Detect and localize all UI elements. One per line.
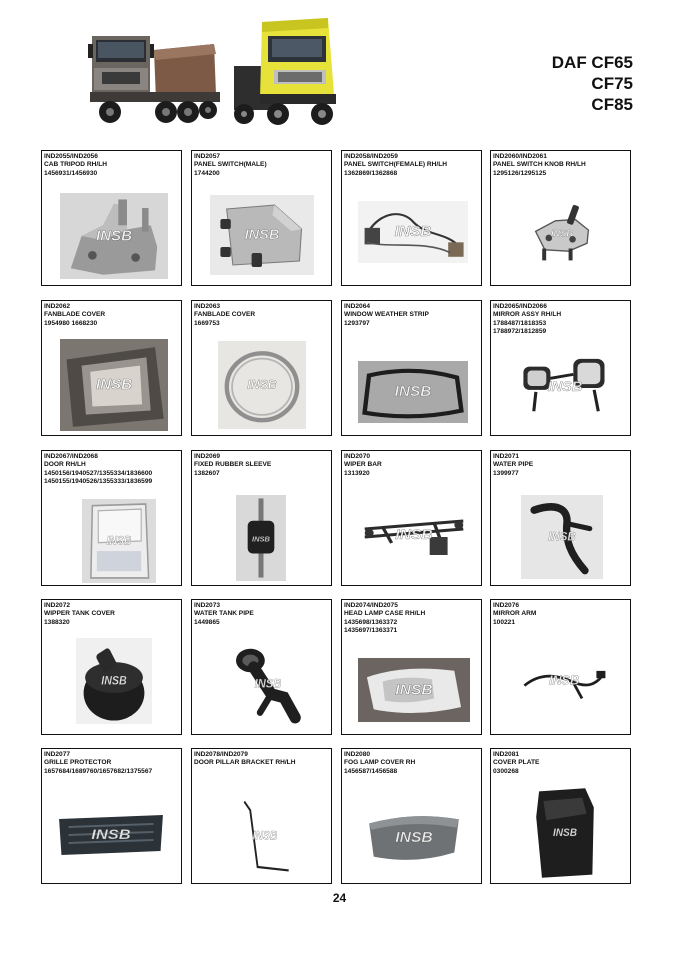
part-reference-number: 1657684/1689760/1657682/1375567: [44, 767, 153, 775]
part-info: [44, 751, 179, 776]
part-reference-number: 1456931/1456930: [44, 169, 98, 177]
head-lamp-case-image: [358, 658, 470, 722]
part-info: [44, 453, 179, 486]
svg-text:INSB: INSB: [95, 227, 133, 245]
cab-tripod-image: [60, 193, 168, 279]
part-info: [344, 153, 479, 178]
part-card: [41, 300, 182, 436]
part-name: PANEL SWITCH(FEMALE) RH/LH: [344, 161, 448, 169]
part-card: [341, 748, 482, 884]
svg-text:INSB: INSB: [394, 223, 432, 241]
part-name: WINDOW WEATHER STRIP: [344, 311, 429, 319]
weather-strip-image: [358, 361, 468, 423]
part-reference-number: 1669753: [194, 319, 220, 327]
svg-text:INSB: INSB: [395, 527, 433, 543]
part-code: IND2070: [344, 453, 371, 460]
svg-text:INSB: INSB: [252, 534, 270, 544]
part-code: IND2069: [194, 453, 221, 460]
part-info: [344, 303, 479, 328]
door-image: [82, 499, 156, 583]
part-name: PANEL SWITCH KNOB RH/LH: [493, 161, 586, 169]
grille-protector-image: [52, 811, 170, 859]
part-name: CAB TRIPOD RH/LH: [44, 161, 108, 169]
part-info: [493, 153, 628, 178]
part-reference-number: 1399977: [493, 469, 519, 477]
svg-text:INSB: INSB: [101, 674, 127, 688]
water-tank-pipe-image: [228, 642, 308, 726]
rubber-sleeve-image: [236, 495, 286, 581]
water-pipe-image: [521, 495, 603, 579]
panel-switch-knob-image: [529, 201, 595, 267]
model-title-line: DAF CF65: [551, 53, 633, 72]
part-card: [341, 300, 482, 436]
part-name: PANEL SWITCH(MALE): [194, 161, 267, 169]
part-info: [344, 453, 479, 478]
part-code: IND2055/IND2056: [44, 153, 98, 160]
svg-text:INSB: INSB: [95, 377, 133, 393]
svg-text:INSB: INSB: [394, 383, 432, 401]
svg-text:INSB: INSB: [395, 681, 433, 699]
part-info: [493, 303, 628, 336]
part-code: IND2060/IND2061: [493, 153, 547, 160]
part-code: IND2073: [194, 602, 221, 609]
part-reference-number: 1744200: [194, 169, 220, 177]
part-code: IND2074/IND2075: [344, 602, 398, 609]
part-reference-number: 1788487/1818353: [493, 319, 547, 327]
header-truck-photos: [84, 14, 340, 136]
svg-text:INSB: INSB: [548, 530, 576, 544]
part-info: [344, 602, 479, 635]
part-info: [44, 153, 179, 178]
yellow-tractor-truck-photo: [234, 18, 336, 125]
part-code: IND2064: [344, 303, 371, 310]
svg-text:INSB: INSB: [547, 378, 583, 394]
dump-truck-photo: [88, 36, 220, 123]
panel-switch-female-image: [358, 201, 468, 263]
part-code: IND2058/IND2059: [344, 153, 398, 160]
part-info: [194, 751, 329, 768]
part-name: HEAD LAMP CASE RH/LH: [344, 610, 426, 618]
part-card: [191, 450, 332, 586]
part-name: MIRROR ASSY RH/LH: [493, 311, 562, 319]
svg-text:INSB: INSB: [244, 227, 280, 243]
part-info: [344, 751, 479, 776]
svg-text:INSB: INSB: [254, 678, 282, 691]
part-name: WATER TANK PIPE: [194, 610, 254, 618]
part-reference-number: 1450155/1940526/1355333/1836599: [44, 477, 153, 485]
part-info: [44, 602, 179, 627]
svg-text:INSB: INSB: [548, 672, 580, 688]
fanblade-ring-image: [218, 341, 306, 429]
part-name: FANBLADE COVER: [44, 311, 106, 319]
fanblade-cover-image: [60, 339, 168, 431]
svg-text:INSB: INSB: [252, 829, 278, 843]
part-card: [490, 150, 631, 286]
part-code: IND2057: [194, 153, 221, 160]
part-code: IND2063: [194, 303, 221, 310]
part-reference-number: 1435697/1363371: [344, 626, 398, 634]
model-title: [552, 52, 633, 115]
part-card: [41, 748, 182, 884]
svg-text:INSB: INSB: [552, 826, 578, 840]
part-reference-number: 1293797: [344, 319, 370, 327]
fog-lamp-cover-image: [358, 807, 470, 869]
part-card: [41, 450, 182, 586]
part-name: COVER PLATE: [493, 759, 540, 767]
part-name: WATER PIPE: [493, 461, 534, 469]
part-reference-number: 1456587/1456588: [344, 767, 398, 775]
part-reference-number: 1954980 1668230: [44, 319, 98, 327]
mirror-assy-image: [513, 353, 617, 421]
part-reference-number: 1788972/1812859: [493, 327, 547, 335]
part-card: [41, 599, 182, 735]
part-name: FANBLADE COVER: [194, 311, 256, 319]
part-card: [191, 748, 332, 884]
part-card: [341, 599, 482, 735]
wiper-bar-image: [358, 507, 470, 563]
part-card: [341, 450, 482, 586]
part-card: [490, 599, 631, 735]
part-info: [194, 303, 329, 328]
part-code: IND2062: [44, 303, 71, 310]
part-code: IND2067/IND2068: [44, 453, 98, 460]
door-pillar-bracket-image: [228, 793, 302, 879]
part-card: [341, 150, 482, 286]
part-reference-number: 1313920: [344, 469, 370, 477]
part-name: FIXED RUBBER SLEEVE: [194, 461, 272, 469]
svg-text:INSB: INSB: [91, 827, 131, 843]
part-card: [191, 150, 332, 286]
part-name: WIPPER TANK COVER: [44, 610, 115, 618]
part-reference-number: 1382607: [194, 469, 220, 477]
part-info: [44, 303, 179, 328]
part-code: IND2076: [493, 602, 520, 609]
part-code: IND2081: [493, 751, 520, 758]
part-info: [194, 602, 329, 627]
svg-text:INSB: INSB: [395, 829, 433, 846]
part-code: IND2077: [44, 751, 71, 758]
part-code: IND2072: [44, 602, 71, 609]
panel-switch-male-image: [210, 195, 314, 275]
part-name: DOOR RH/LH: [44, 461, 86, 469]
part-card: [191, 300, 332, 436]
part-name: DOOR PILLAR BRACKET RH/LH: [194, 759, 296, 767]
part-code: IND2080: [344, 751, 371, 758]
wiper-tank-cover-image: [76, 638, 152, 724]
part-code: IND2065/IND2066: [493, 303, 547, 310]
part-name: FOG LAMP COVER RH: [344, 759, 416, 767]
cover-plate-image: [529, 785, 601, 881]
part-info: [493, 751, 628, 776]
part-reference-number: 1449865: [194, 618, 220, 626]
part-card: [490, 748, 631, 884]
mirror-arm-image: [519, 658, 609, 704]
part-name: GRILLE PROTECTOR: [44, 759, 112, 767]
part-reference-number: 1450156/1940527/1355334/1836600: [44, 469, 153, 477]
part-name: WIPER BAR: [344, 461, 382, 469]
part-reference-number: 1435698/1363372: [344, 618, 398, 626]
part-card: [41, 150, 182, 286]
part-card: [490, 450, 631, 586]
svg-text:INSB: INSB: [550, 228, 574, 239]
part-info: [194, 153, 329, 178]
model-title-line: CF75: [591, 74, 633, 93]
svg-text:INSB: INSB: [247, 377, 277, 392]
part-name: MIRROR ARM: [493, 610, 537, 618]
part-reference-number: 1362869/1362868: [344, 169, 398, 177]
part-reference-number: 1388320: [44, 618, 70, 626]
part-info: [493, 453, 628, 478]
part-reference-number: 100221: [493, 618, 516, 626]
svg-text:INSB: INSB: [106, 534, 132, 548]
part-code: IND2071: [493, 453, 520, 460]
part-card: [191, 599, 332, 735]
part-info: [194, 453, 329, 478]
part-card: [490, 300, 631, 436]
page-number: 24: [332, 891, 347, 905]
part-code: IND2078/IND2079: [194, 751, 248, 758]
part-reference-number: 0300268: [493, 767, 519, 775]
model-title-line: CF85: [591, 95, 633, 114]
part-info: [493, 602, 628, 627]
part-reference-number: 1295126/1295125: [493, 169, 547, 177]
